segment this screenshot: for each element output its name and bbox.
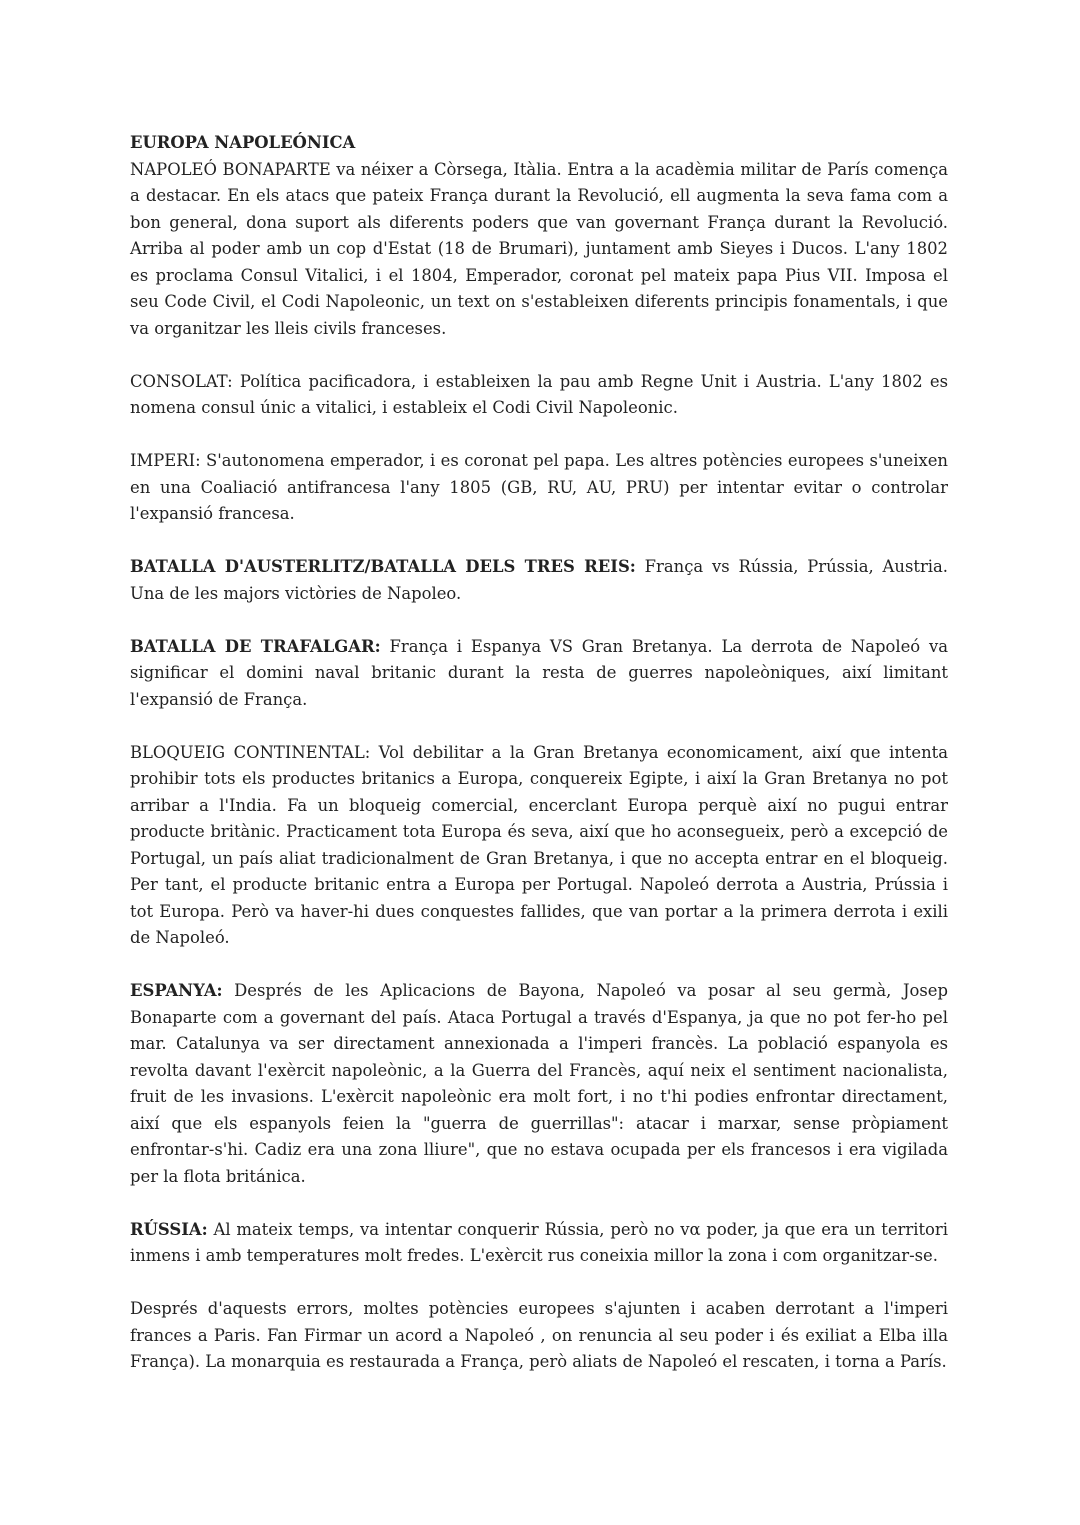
paragraph-text: Al mateix temps, va intentar conquerir Rússia, però no vα poder, ja que era un territori inmens i amb temperatures molt fredes. L'exèrcit rus coneixia millor la zona i com organitzar-se. [130, 1219, 948, 1265]
paragraph-text: França vs Rússia, Prússia, Austria. Una de les majors victòries de Napoleo. [130, 557, 949, 603]
paragraph-napoleo-intro [130, 157, 948, 343]
paragraph-conclusio [130, 1296, 948, 1376]
paragraph-heading: BATALLA D'AUSTERLITZ/BATALLA DELS TRES REIS: [130, 557, 636, 576]
paragraph-text: CONSOLAT: Política pacificadora, i estableixen la pau amb Regne Unit i Austria. L'any 1802 es nomena consul únic a vitalici, i estableix el Codi Civil Napoleonic. [130, 371, 948, 417]
paragraph-heading: RÚSSIA: [130, 1219, 208, 1239]
paragraph-heading: BATALLA DE TRAFALGAR: [130, 636, 381, 656]
paragraph-imperi [130, 448, 948, 528]
paragraph-bloqueig [130, 740, 948, 952]
paragraph-russia [130, 1217, 948, 1270]
paragraph-text: Després de les Aplicacions de Bayona, Napoleó va posar al seu germà, Josep Bonaparte com a governant del país. Ataca Portugal a través d'Espanya, ja que no pot fer-ho pel mar. Catalunya va ser directament annexionada a l'imperi francès. La població espanyola es revolta davant l'exèrcit napoleònic, a la Guerra del Francès, aquí neix el sentiment nacionalista, fruit de les invasions. L'exèrcit napoleònic era molt fort, i no t'hi podies enfrontar directament, així que els espanyols feien la "guerra de guerrillas": atacar i marxar, sense pròpiament enfrontar-s'hi. Cadiz era una zona lliure", que no estava ocupada per els francesos i era vigilada per la flota británica. [130, 981, 948, 1186]
paragraph-text: IMPERI: S'autonomena emperador, i es coronat pel papa. Les altres potències europees s'uneixen en una Coaliació antifrancesa l'any 1805 (GB, RU, AU, PRU) per intentar evitar o controlar l'expansió francesa. [130, 451, 948, 523]
paragraph-text: França i Espanya VS Gran Bretanya. La derrota de Napoleó va significar el domini naval britanic durant la resta de guerres napoleòniques, així limitant l'expansió de França. [130, 636, 948, 709]
paragraph-consolat [130, 369, 948, 422]
paragraph-text: NAPOLEÓ BONAPARTE va néixer a Còrsega, Itàlia. Entra a la acadèmia militar de París comença a destacar. En els atacs que pateix França durant la Revolució, ell augmenta la seva fama com a bon general, dona suport als diferents poders que van governant França durant la Revolució. Arriba al poder amb un cop d'Estat (18 de Brumari), juntament amb Sieyes i Ducos. L'any 1802 es proclama Consul Vitalici, i el 1804, Emperador, coronat pel mateix papa Pius VII. Imposa el seu Code Civil, el Codi Napoleonic, un text on s'estableixen diferents principis fonamentals, i que va organitzar les lleis civils franceses. [130, 159, 948, 338]
paragraph-text: BLOQUEIG CONTINENTAL: Vol debilitar a la Gran Bretanya economicament, així que intenta prohibir tots els productes britanics a Europa, conquereix Egipte, i així la Gran Bretanya no pot arribar a l'India. Fa un bloqueig comercial, encerclant Europa perquè així no pugui entrar producte britànic. Practicament tota Europa és seva, així que ho aconsegueix, però a excepció de Portugal, un país aliat tradicionalment de Gran Bretanya, i que no accepta entrar en el bloqueig. Per tant, el producte britanic entra a Europa per Portugal. Napoleó derrota a Austria, Prússia i tot Europa. Però va haver-hi dues conquestes fallides, que van portar a la primera derrota i exili de Napoleó. [130, 742, 948, 947]
paragraph-heading: ESPANYA: [130, 981, 223, 1000]
paragraph-trafalgar [130, 634, 948, 714]
paragraph-espanya [130, 978, 948, 1190]
document-title: EUROPA NAPOLEÓNICA [130, 133, 356, 152]
paragraph-austerlitz [130, 554, 948, 607]
paragraph-text: Després d'aquests errors, moltes potències europees s'ajunten i acaben derrotant a l'imperi frances a Paris. Fan Firmar un acord a Napoleó , on renuncia al seu poder i és exiliat a Elba illa França). La monarquia es restaurada a França, però aliats de Napoleó el rescaten, i torna a París. [130, 1299, 948, 1371]
document-page [130, 130, 948, 1402]
